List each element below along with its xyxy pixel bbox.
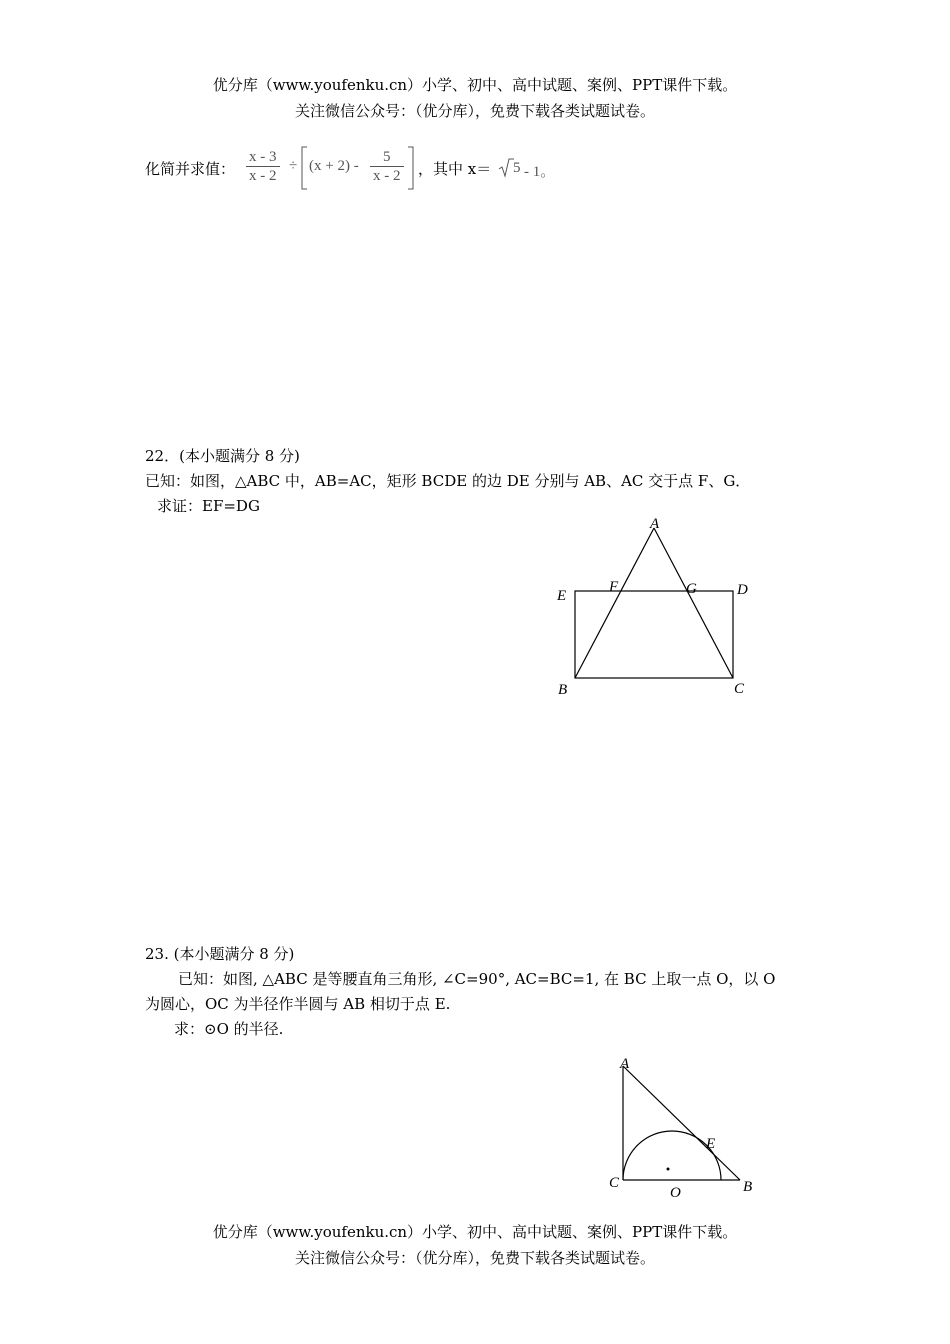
header-line-2: 关注微信公众号：（优分库），免费下载各类试题试卷。	[294, 102, 655, 120]
q21-fraction-1-numerator: x - 3	[246, 148, 280, 167]
header-line-1: 优分库（www.youfenku.cn）小学、初中、高中试题、案例、PPT课件下载。	[212, 76, 738, 94]
label-b: B	[743, 1179, 753, 1195]
q22-prove: 求证：EF=DG	[157, 497, 260, 515]
label-e: E	[557, 588, 567, 604]
q21-paren-term: (x + 2) -	[309, 158, 359, 174]
label-f: F	[609, 579, 619, 595]
label-g: G	[686, 581, 697, 597]
q22-given: 已知：如图，△ABC 中，AB=AC，矩形 BCDE 的边 DE 分别与 AB、AC 交于点 F、G．	[145, 472, 751, 490]
q21-fraction-1-denominator: x - 2	[249, 168, 277, 184]
q21-divide-sign: ÷	[289, 158, 298, 174]
q23-ask: 求：⊙O 的半径.	[174, 1020, 284, 1038]
q21-root-value: 5	[513, 160, 521, 176]
label-a: A	[620, 1056, 630, 1072]
q21-tail: - 1。	[524, 164, 556, 180]
label-a: A	[650, 516, 660, 532]
label-o: O	[670, 1185, 681, 1201]
segment-ab	[623, 1066, 740, 1180]
q21-fraction-2-numerator: 5	[370, 148, 404, 167]
label-b: B	[558, 682, 568, 698]
q23-given-line-1: 已知：如图, △ABC 是等腰直角三角形, ∠C=90°, AC=BC=1, 在 BC 上取一点 O，以 O	[178, 970, 776, 988]
label-c: C	[609, 1175, 620, 1191]
q21-fraction-2-denominator: x - 2	[373, 168, 401, 184]
q22-title: 22．(本小题满分 8 分)	[145, 447, 300, 465]
q21-prefix: 化简并求值：	[145, 160, 236, 178]
center-dot	[667, 1168, 670, 1171]
q21-suffix: ，其中 x＝	[418, 160, 492, 178]
footer-line-2: 关注微信公众号：（优分库），免费下载各类试题试卷。	[294, 1249, 655, 1267]
footer-line-1: 优分库（www.youfenku.cn）小学、初中、高中试题、案例、PPT课件下载。	[212, 1223, 738, 1241]
q23-title: 23. (本小题满分 8 分)	[145, 945, 295, 963]
label-e: E	[706, 1136, 716, 1152]
label-c: C	[734, 681, 745, 697]
q23-given-line-2: 为圆心，OC 为半径作半圆与 AB 相切于点 E.	[145, 995, 451, 1013]
label-d: D	[737, 582, 748, 598]
